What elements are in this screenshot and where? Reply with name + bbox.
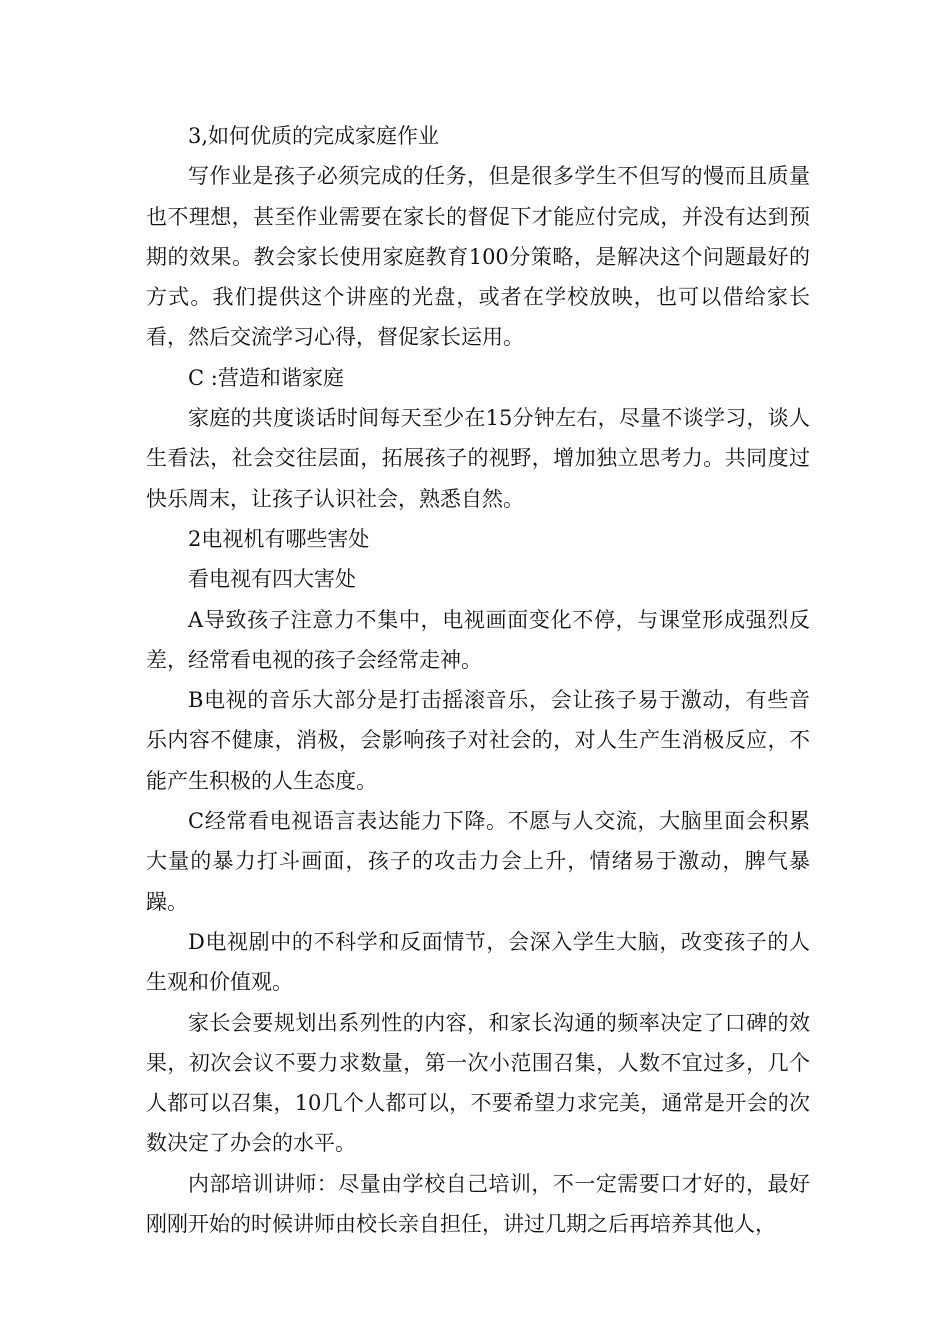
paragraph-harm-c: C经常看电视语言表达能力下降。不愿与人交流，大脑里面会积累大量的暴力打斗画面，孩子的攻击力会上升，情绪易于激动，脾气暴躁。 bbox=[146, 809, 810, 914]
heading-harmonious-family: C :营造和谐家庭 bbox=[188, 365, 344, 390]
paragraph-homework: 写作业是孩子必须完成的任务，但是很多学生不但写的慢而且质量也不理想，甚至作业需要在家长的督促下才能应付完成，并没有达到预期的效果。教会家长使用家庭教育100分策略，是解决这个问题最好的方式。我们提供这个讲座的光盘，或者在学校放映，也可以借给家长看，然后交流学习心得，督促家长运用。 bbox=[146, 164, 810, 350]
paragraph-parent-meeting: 家长会要规划出系列性的内容，和家长沟通的频率决定了口碑的效果，初次会议不要力求数量，第一次小范围召集，人数不宜过多，几个人都可以召集，10几个人都可以，不要希望力求完美，通常是开会的次数决定了办会的水平。 bbox=[146, 1010, 810, 1156]
paragraph-harm-b: B电视的音乐大部分是打击摇滚音乐，会让孩子易于激动，有些音乐内容不健康，消极，会影响孩子对社会的，对人生产生消极反应，不能产生积极的人生态度。 bbox=[146, 688, 810, 793]
heading-homework: 3,如何优质的完成家庭作业 bbox=[188, 124, 440, 148]
paragraph-harm-a: A导致孩子注意力不集中，电视画面变化不停，与课堂形成强烈反差，经常看电视的孩子会经常走神。 bbox=[146, 607, 810, 672]
subheading-four-harms: 看电视有四大害处 bbox=[188, 567, 356, 592]
paragraph-harm-d: D电视剧中的不科学和反面情节，会深入学生大脑，改变孩子的人生观和价值观。 bbox=[146, 929, 810, 995]
paragraph-family-talk: 家庭的共度谈话时间每天至少在15分钟左右，尽量不谈学习，谈人生看法，社会交往层面，拓展孩子的视野，增加独立思考力。共同度过快乐周末，让孩子认识社会，熟悉自然。 bbox=[146, 406, 810, 511]
document-body bbox=[146, 116, 810, 1244]
heading-tv-harm: 2电视机有哪些害处 bbox=[188, 526, 370, 551]
paragraph-internal-trainer: 内部培训讲师：尽量由学校自己培训，不一定需要口才好的，最好刚刚开始的时候讲师由校长亲自担任，讲过几期之后再培养其他人， bbox=[146, 1171, 810, 1237]
